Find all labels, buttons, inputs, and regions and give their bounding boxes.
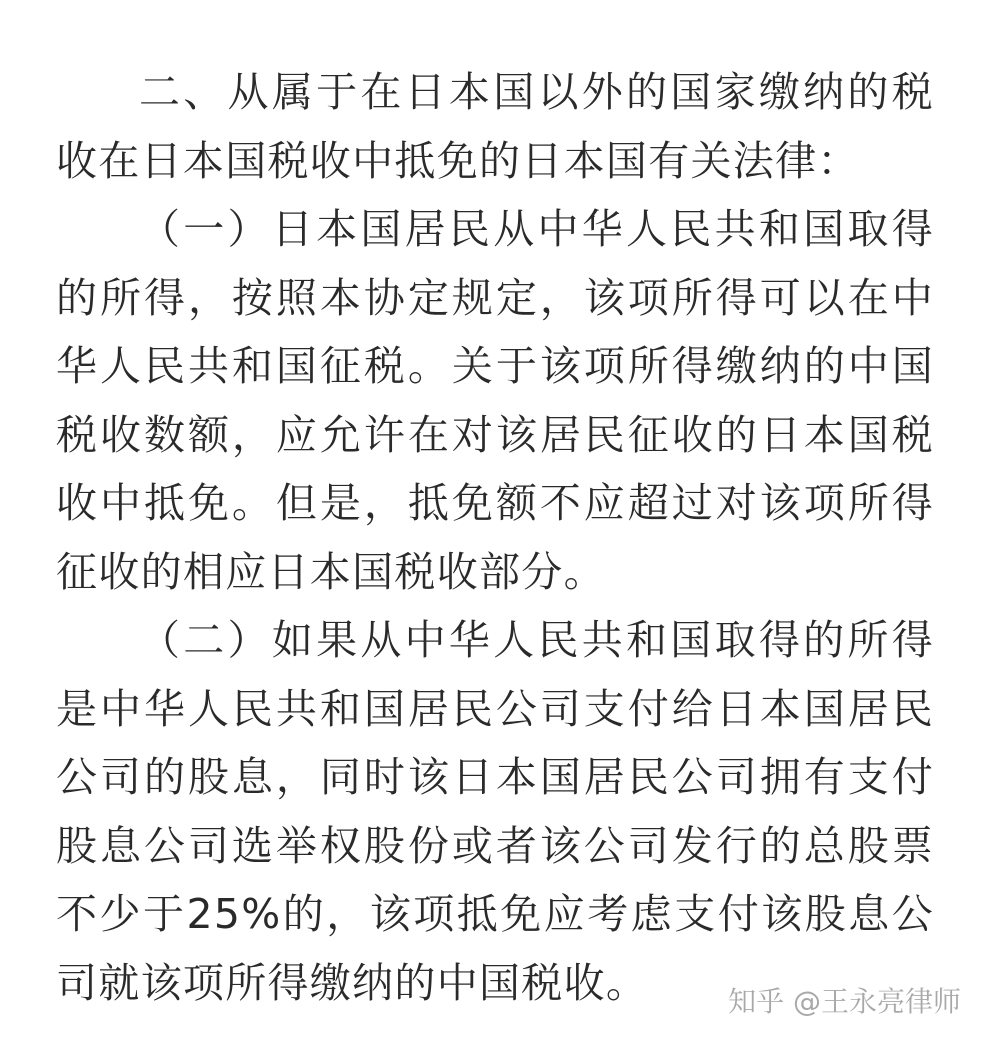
paragraph-item-2: （二）如果从中华人民共和国取得的所得是中华人民共和国居民公司支付给日本国居民公司的股息，同时该日本国居民公司拥有支付股息公司选举权股份或者该公司发行的总股票不少于25%的，该项抵免应考虑支付该股息公司就该项所得缴纳的中国税收。 — [56, 616, 934, 1007]
document-body — [56, 58, 934, 1017]
paragraph-section-2-heading: 二、从属于在日本国以外的国家缴纳的税收在日本国税收中抵免的日本国有关法律： — [56, 68, 934, 185]
paragraph-item-1: （一）日本国居民从中华人民共和国取得的所得，按照本协定规定，该项所得可以在中华人民共和国征税。关于该项所得缴纳的中国税收数额，应允许在对该居民征收的日本国税收中抵免。但是，抵免额不应超过对该项所得征收的相应日本国税收部分。 — [56, 205, 934, 596]
zhihu-watermark: 知乎 @王永亮律师 — [728, 985, 961, 1018]
